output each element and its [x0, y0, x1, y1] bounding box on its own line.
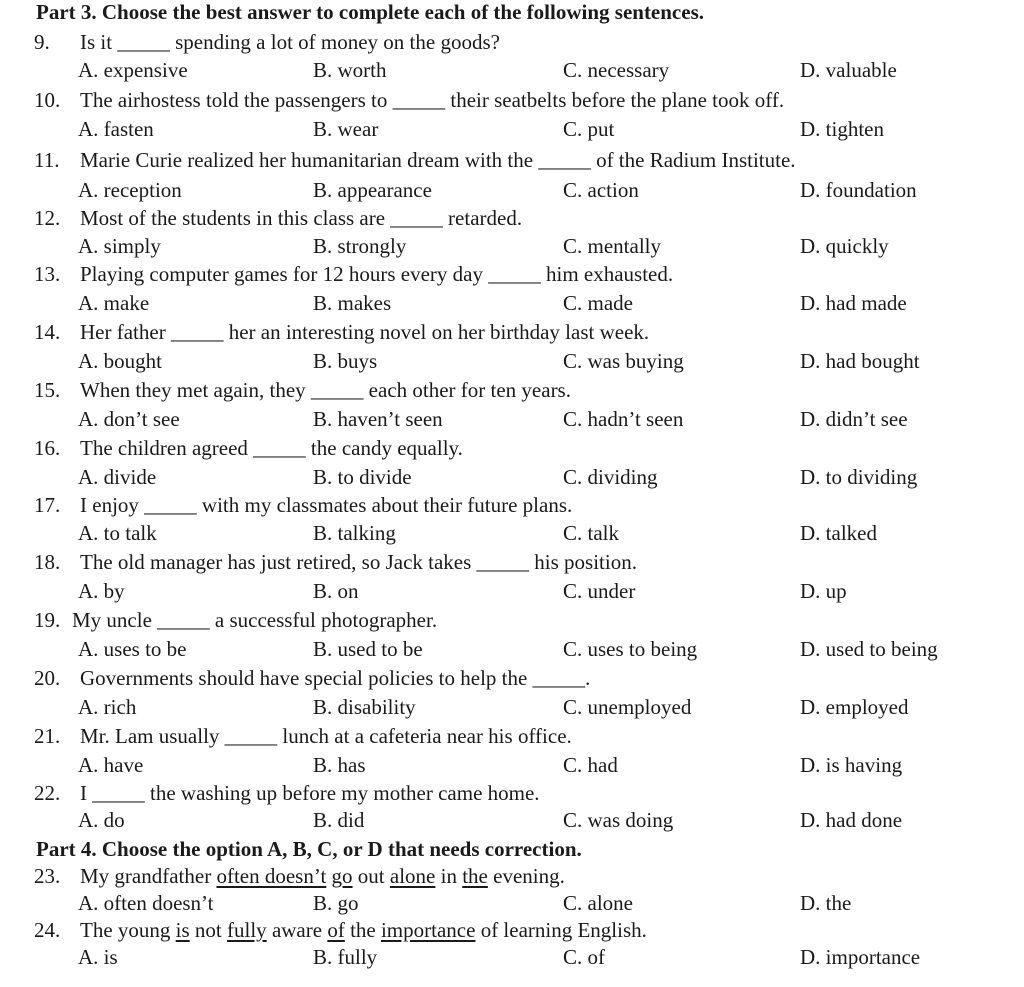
- question-stem: Marie Curie realized her humanitarian dream with the _____ of the Radium Institute.: [80, 148, 796, 172]
- question-22: [34, 781, 540, 805]
- option-c: C. talk: [563, 521, 619, 545]
- option-c: C. under: [563, 579, 636, 603]
- answer-blank: _____: [476, 550, 530, 574]
- answer-blank: _____: [157, 608, 210, 632]
- question-23: [34, 864, 565, 888]
- answer-blank: _____: [390, 206, 443, 230]
- answer-blank: _____: [144, 493, 197, 517]
- question-number: 15.: [34, 378, 61, 402]
- question-stem: My uncle _____ a successful photographer.: [72, 608, 438, 632]
- option-c: C. mentally: [563, 234, 661, 258]
- option-d: D. importance: [800, 945, 921, 969]
- option-d: D. the: [800, 891, 852, 915]
- option-a: A. often doesn’t: [78, 891, 214, 915]
- option-c: C. action: [563, 178, 639, 202]
- option-b: B. to divide: [313, 465, 412, 489]
- option-c: C. dividing: [563, 465, 658, 489]
- option-a: A. expensive: [78, 58, 188, 82]
- question-number: 13.: [34, 262, 61, 286]
- option-b: B. on: [313, 579, 359, 603]
- option-b: B. go: [313, 891, 359, 915]
- option-c: C. uses to being: [563, 637, 698, 661]
- option-a: A. bought: [78, 349, 162, 373]
- question-number: 17.: [34, 493, 61, 517]
- option-a: A. by: [78, 579, 125, 603]
- question-12: [34, 206, 523, 230]
- option-a: A. to talk: [78, 521, 157, 545]
- option-d: D. talked: [800, 521, 877, 545]
- option-c: C. of: [563, 945, 605, 969]
- option-b: B. wear: [313, 117, 379, 141]
- option-d: D. foundation: [800, 178, 917, 202]
- underlined-part-c: of: [327, 918, 345, 942]
- question-stem: Playing computer games for 12 hours every day _____ him exhausted.: [80, 262, 674, 286]
- question-number: 22.: [34, 781, 61, 805]
- question-24: [34, 918, 647, 942]
- question-stem: Most of the students in this class are _____ retarded.: [80, 206, 523, 230]
- option-c: C. made: [563, 291, 633, 315]
- option-b: B. fully: [313, 945, 378, 969]
- question-stem: The airhostess told the passengers to _____ their seatbelts before the plane took off.: [80, 88, 785, 112]
- option-d: D. valuable: [800, 58, 897, 82]
- underlined-part-a: often doesn’t: [216, 864, 327, 888]
- option-b: B. makes: [313, 291, 392, 315]
- underlined-part-b: fully: [227, 918, 267, 942]
- option-d: D. had bought: [800, 349, 920, 373]
- option-c: C. put: [563, 117, 615, 141]
- question-number: 18.: [34, 550, 61, 574]
- option-d: D. tighten: [800, 117, 884, 141]
- question-number: 20.: [34, 666, 61, 690]
- option-b: B. disability: [313, 695, 416, 719]
- answer-blank: _____: [538, 148, 591, 172]
- question-number: 23.: [34, 864, 61, 888]
- question-stem: My grandfather often doesn’t go out alone in the evening.: [80, 864, 565, 888]
- option-c: C. was doing: [563, 808, 674, 832]
- option-d: D. to dividing: [800, 465, 918, 489]
- option-a: A. don’t see: [78, 407, 180, 431]
- option-a: A. make: [78, 291, 150, 315]
- option-b: B. haven’t seen: [313, 407, 443, 431]
- option-c: C. had: [563, 753, 618, 777]
- question-14: [34, 320, 650, 344]
- underlined-part-a: is: [175, 918, 190, 942]
- answer-blank: _____: [170, 320, 224, 344]
- question-number: 24.: [34, 918, 61, 942]
- option-b: B. has: [313, 753, 366, 777]
- question-stem: Is it _____ spending a lot of money on the goods?: [80, 30, 500, 54]
- answer-blank: _____: [310, 378, 364, 402]
- option-d: D. up: [800, 579, 847, 603]
- question-20: [34, 666, 591, 690]
- question-16: [34, 436, 463, 460]
- option-a: A. fasten: [78, 117, 154, 141]
- option-c: C. unemployed: [563, 695, 692, 719]
- option-b: B. talking: [313, 521, 396, 545]
- option-d: D. is having: [800, 753, 903, 777]
- question-number: 14.: [34, 320, 61, 344]
- question-stem: Her father _____ her an interesting novel on her birthday last week.: [80, 320, 650, 344]
- answer-blank: _____: [253, 436, 306, 460]
- option-c: C. was buying: [563, 349, 684, 373]
- option-b: B. did: [313, 808, 365, 832]
- question-stem: Mr. Lam usually _____ lunch at a cafeteria near his office.: [80, 724, 572, 748]
- option-a: A. rich: [78, 695, 137, 719]
- option-b: B. worth: [313, 58, 387, 82]
- answer-blank: _____: [532, 666, 586, 690]
- option-c: C. alone: [563, 891, 633, 915]
- answer-blank: _____: [392, 88, 446, 112]
- option-d: D. had done: [800, 808, 903, 832]
- question-10: [34, 88, 785, 112]
- option-d: D. quickly: [800, 234, 889, 258]
- answer-blank: _____: [117, 30, 170, 54]
- option-b: B. strongly: [313, 234, 407, 258]
- option-d: D. employed: [800, 695, 909, 719]
- option-a: A. have: [78, 753, 144, 777]
- underlined-part-d: importance: [380, 918, 476, 942]
- question-number: 10.: [34, 88, 61, 112]
- part-4-heading: Part 4. Choose the option A, B, C, or D that needs correction.: [36, 837, 582, 861]
- option-b: B. buys: [313, 349, 378, 373]
- question-19: [34, 608, 438, 632]
- option-b: B. appearance: [313, 178, 432, 202]
- option-a: A. uses to be: [78, 637, 187, 661]
- part-3-heading: Part 3. Choose the best answer to complete each of the following sentences.: [36, 0, 705, 24]
- question-stem: The old manager has just retired, so Jack takes _____ his position.: [80, 550, 637, 574]
- option-d: D. didn’t see: [800, 407, 908, 431]
- option-a: A. divide: [78, 465, 157, 489]
- question-number: 21.: [34, 724, 61, 748]
- question-number: 16.: [34, 436, 61, 460]
- answer-blank: _____: [488, 262, 541, 286]
- question-number: 12.: [34, 206, 61, 230]
- underlined-part-b: go: [331, 864, 353, 888]
- answer-blank: _____: [224, 724, 278, 748]
- question-stem: Governments should have special policies to help the _____.: [80, 666, 591, 690]
- question-15: [34, 378, 571, 402]
- option-a: A. simply: [78, 234, 161, 258]
- question-stem: I enjoy _____ with my classmates about their future plans.: [80, 493, 573, 517]
- question-18: [34, 550, 637, 574]
- question-21: [34, 724, 572, 748]
- option-d: D. had made: [800, 291, 907, 315]
- underlined-part-c: alone: [389, 864, 436, 888]
- question-number: 19.: [34, 608, 61, 632]
- question-number: 9.: [34, 30, 50, 54]
- answer-blank: _____: [92, 781, 145, 805]
- option-c: C. necessary: [563, 58, 670, 82]
- underlined-part-d: the: [462, 864, 488, 888]
- question-stem: The children agreed _____ the candy equally.: [80, 436, 463, 460]
- question-17: [34, 493, 573, 517]
- question-stem: I _____ the washing up before my mother came home.: [80, 781, 540, 805]
- option-b: B. used to be: [313, 637, 423, 661]
- option-a: A. reception: [78, 178, 182, 202]
- option-a: A. is: [78, 945, 118, 969]
- question-stem: When they met again, they _____ each other for ten years.: [80, 378, 571, 402]
- option-c: C. hadn’t seen: [563, 407, 684, 431]
- question-9: [34, 30, 500, 54]
- question-number: 11.: [34, 148, 60, 172]
- option-d: D. used to being: [800, 637, 938, 661]
- question-13: [34, 262, 674, 286]
- option-a: A. do: [78, 808, 125, 832]
- question-11: [34, 148, 796, 172]
- question-stem: The young is not fully aware of the importance of learning English.: [80, 918, 647, 942]
